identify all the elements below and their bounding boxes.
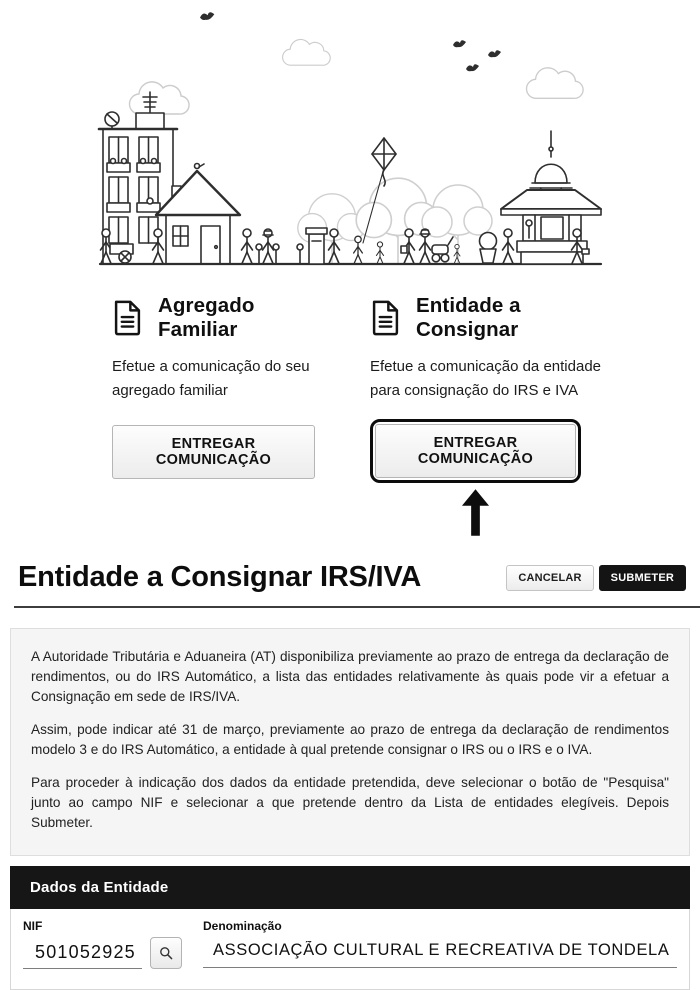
nif-label: NIF bbox=[23, 919, 43, 933]
info-paragraph-2: Assim, pode indicar até 31 de março, previamente ao prazo de entrega da declaração de rendimentos modelo 3 e do IRS Automático, a entidade à qual pretende consignar o IRS ou o IRS e o IVA. bbox=[31, 722, 669, 757]
card-description-entidade: Efetue a comunicação da entidade para consignação do IRS e IVA bbox=[370, 358, 601, 399]
denominacao-input[interactable] bbox=[203, 937, 677, 968]
card-title-agregado: Agregado Familiar bbox=[158, 294, 255, 341]
card-entidade-consignar bbox=[370, 294, 601, 541]
title-divider bbox=[14, 606, 700, 608]
page-title: Entidade a Consignar IRS/IVA bbox=[18, 561, 422, 593]
kiosk bbox=[501, 131, 601, 264]
document-icon bbox=[370, 299, 401, 337]
info-box bbox=[10, 628, 690, 856]
postbox bbox=[306, 228, 327, 264]
nif-input[interactable] bbox=[23, 939, 142, 969]
annotation-arrow-up-icon bbox=[461, 489, 490, 536]
document-icon bbox=[112, 299, 143, 337]
entregar-comunicacao-entidade-button[interactable]: ENTREGAR COMUNICAÇÃO bbox=[375, 424, 576, 478]
section-header bbox=[18, 561, 686, 594]
info-paragraph-1: A Autoridade Tributária e Aduaneira (AT) disponibiliza previamente ao prazo de entrega da declaração de rendimentos, ou do IRS Automático, a lista das entidades relativamente às quais pode vir a efetuar a Consignação em sede de IRS/IVA. bbox=[31, 649, 669, 704]
entity-panel-body bbox=[10, 909, 690, 990]
cancel-button[interactable]: CANCELAR bbox=[506, 565, 593, 591]
nif-search-button[interactable] bbox=[150, 937, 182, 969]
magnifier-icon bbox=[158, 945, 174, 961]
trees bbox=[298, 178, 492, 264]
denominacao-field-group bbox=[203, 919, 677, 968]
denominacao-label: Denominação bbox=[203, 919, 282, 933]
hero-cards bbox=[0, 294, 700, 541]
pram bbox=[432, 237, 453, 262]
nif-field-group bbox=[23, 919, 195, 969]
birds bbox=[200, 12, 501, 71]
card-description-agregado: Efetue a comunicação do seu agregado familiar bbox=[112, 358, 310, 399]
card-title-entidade: Entidade a Consignar bbox=[416, 294, 521, 341]
street-scene-illustration bbox=[0, 0, 700, 272]
submit-button[interactable]: SUBMETER bbox=[599, 565, 686, 591]
bollards bbox=[256, 244, 488, 264]
entregar-comunicacao-agregado-button[interactable]: ENTREGAR COMUNICAÇÃO bbox=[112, 425, 315, 479]
info-paragraph-3: Para proceder à indicação dos dados da entidade pretendida, deve selecionar o botão de "Pesquisa" junto ao campo NIF e selecionar a que pretende dentro da Lista de entidades elegíveis. Depois Submeter. bbox=[31, 775, 669, 830]
street-planter bbox=[480, 233, 497, 264]
card-agregado-familiar bbox=[112, 294, 338, 541]
clouds bbox=[129, 40, 583, 115]
highlight-ring bbox=[370, 419, 581, 483]
entity-panel-header: Dados da Entidade bbox=[10, 866, 690, 909]
